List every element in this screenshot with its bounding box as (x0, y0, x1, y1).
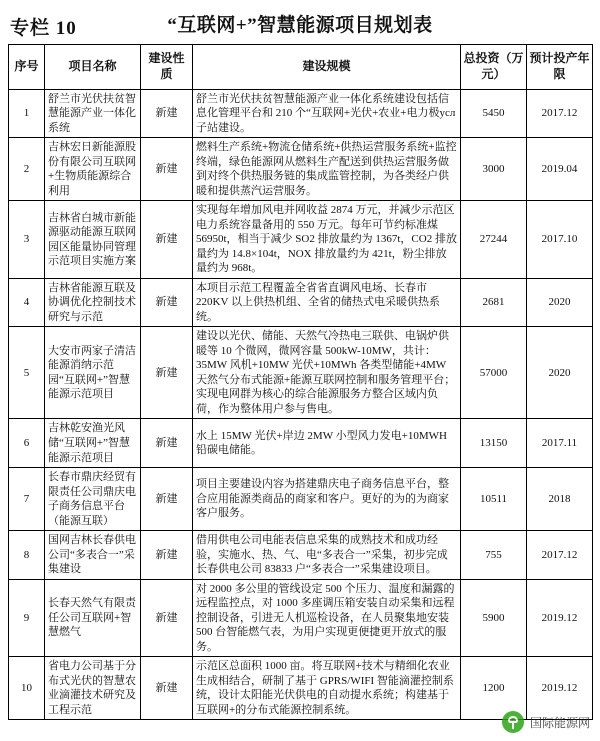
cell-scale: 本项目示范工程覆盖全省省直调风电场、长春市 220KV 以上供热机组、全省的储热式电采暖供热系统。 (193, 278, 461, 327)
cell-index: 8 (9, 531, 45, 580)
cell-index: 3 (9, 201, 45, 279)
cell-index: 1 (9, 89, 45, 138)
cell-index: 10 (9, 657, 45, 720)
column-header-investment: 总投资（万元） (461, 45, 527, 90)
cell-scale: 水上 15MW 光伏+岸边 2MW 小型风力发电+10MWH 铅碳电储能。 (193, 419, 461, 468)
cell-type: 新建 (141, 419, 193, 468)
cell-type: 新建 (141, 138, 193, 201)
table-row (9, 278, 593, 327)
table-header-row (9, 45, 593, 90)
cell-investment: 3000 (461, 138, 527, 201)
cell-investment: 27244 (461, 201, 527, 279)
table-row (9, 89, 593, 138)
cell-project-name: 吉林宏日新能源股份有限公司互联网+生物质能源综合利用 (45, 138, 141, 201)
column-header-scale: 建设规模 (193, 45, 461, 90)
column-header-name: 项目名称 (45, 45, 141, 90)
cell-scale: 示范区总面积 1000 亩。将互联网+技术与精细化农业生成相结合，研制了基于 GPRS/WIFI 智能滴灌控制系统，设计太阳能光伏供电的自动提水系统；构建基于互联网+的分布式能源控制系统。 (193, 657, 461, 720)
cell-type: 新建 (141, 531, 193, 580)
cell-year: 2019.12 (527, 657, 593, 720)
cell-index: 6 (9, 419, 45, 468)
column-header-year: 预计投产年限 (527, 45, 593, 90)
table-body (9, 89, 593, 720)
page-title: “互联网+”智慧能源项目规划表 (167, 15, 433, 36)
cell-scale: 实现每年增加风电并网收益 2874 万元，并减少示范区电力系统容量备用的 550 万元。每年可节约标准煤 56950t，相当于减少 SO2 排放量约为 1367t，CO2 排放量约为 14.8×104t，NOX 排放量约为 421t，粉尘排放量约为 968t。 (193, 201, 461, 279)
cell-scale: 借用供电公司电能表信息采集的成熟技术和成功经验，实施水、热、气、电“多表合一”采集，初步完成长春供电公司 83833 户“多表合一”采集建设项目。 (193, 531, 461, 580)
cell-scale: 对 2000 多公里的管线设定 500 个压力、温度和漏露的远程监控点，对 1000 多座调压箱安装自动采集和远程控制设备，引进无人机巡检设备，在人员聚集地安装 500 台智能燃气表，为用户实现更便捷更开放式的服务。 (193, 579, 461, 657)
cell-project-name: 长春天然气有限责任公司互联网+智慧燃气 (45, 579, 141, 657)
cell-type: 新建 (141, 657, 193, 720)
column-header-index: 序号 (9, 45, 45, 90)
cell-investment: 1200 (461, 657, 527, 720)
cell-index: 7 (9, 468, 45, 531)
cell-investment: 5450 (461, 89, 527, 138)
project-plan-table (8, 44, 593, 720)
cell-year: 2017.11 (527, 419, 593, 468)
cell-investment: 10511 (461, 468, 527, 531)
cell-investment: 755 (461, 531, 527, 580)
cell-project-name: 吉林乾安渔光风储“互联网+”智慧能源示范项目 (45, 419, 141, 468)
cell-scale: 项目主要建设内容为搭建鼎庆电子商务信息平台，整合应用能源类商品的商家和客户。更好的为的为商家客户服务。 (193, 468, 461, 531)
cell-project-name: 大安市两家子清洁能源消纳示范园“互联网+”智慧能源示范项目 (45, 327, 141, 419)
cell-scale: 建设以光伏、储能、天然气冷热电三联供、电锅炉供暖等 10 个微网，微网容量 500kW-10MW，共计：35MW 风机+10MW 光伏+10MWh 各类型储能+4MW 天然气分布式能源+能源互联网控制和服务管理平台；实现电网群为核心的综合能源服务方整合区域内负荷，作为整体用户参与售电。 (193, 327, 461, 419)
table-row (9, 138, 593, 201)
cell-year: 2020 (527, 278, 593, 327)
table-row (9, 531, 593, 580)
cell-scale: 燃料生产系统+物流仓储系统+供热运营服务系统+监控终端，绿色能源网从燃料生产配送到供热运营服务做到对终个供热服务链的集成监管控制，为各类经户供暖和提供蒸汽运营服务。 (193, 138, 461, 201)
watermark (502, 711, 590, 733)
cell-project-name: 省电力公司基于分布式光伏的智慧农业滴灌技术研究及工程示范 (45, 657, 141, 720)
cell-year: 2019.12 (527, 579, 593, 657)
cell-year: 2020 (527, 327, 593, 419)
table-row (9, 201, 593, 279)
document-header (8, 6, 592, 40)
cell-type: 新建 (141, 89, 193, 138)
cell-index: 2 (9, 138, 45, 201)
cell-investment: 2681 (461, 278, 527, 327)
watermark-label: 国际能源网 (529, 715, 590, 730)
cell-project-name: 吉林省白城市新能源驱动能源互联网园区能量协同管理示范项目实施方案 (45, 201, 141, 279)
cell-project-name: 国网吉林长春供电公司“多表合一”采集建设 (45, 531, 141, 580)
cell-index: 9 (9, 579, 45, 657)
cell-year: 2018 (527, 468, 593, 531)
cell-scale: 舒兰市光伏扶贫智慧能源产业一体化系统建设包括信息化管理平台和 210 个“互联网+光伏+农业+电力极усл子站建设。 (193, 89, 461, 138)
table-row (9, 468, 593, 531)
column-header-type: 建设性质 (141, 45, 193, 90)
cell-year: 2017.10 (527, 201, 593, 279)
cell-index: 5 (9, 327, 45, 419)
cell-project-name: 舒兰市光伏扶贫智慧能源产业一体化系统 (45, 89, 141, 138)
table-row (9, 579, 593, 657)
cell-investment: 5900 (461, 579, 527, 657)
cell-type: 新建 (141, 327, 193, 419)
cell-year: 2017.12 (527, 89, 593, 138)
table-row (9, 327, 593, 419)
table-row (9, 419, 593, 468)
cell-type: 新建 (141, 278, 193, 327)
cell-project-name: 吉林省能源互联及协调优化控制技术研究与示范 (45, 278, 141, 327)
cell-project-name: 长春市鼎庆经贸有限责任公司鼎庆电子商务信息平台（能源互联） (45, 468, 141, 531)
cell-year: 2017.12 (527, 531, 593, 580)
cell-index: 4 (9, 278, 45, 327)
column-tag: 专栏 10 (10, 18, 77, 39)
cell-investment: 13150 (461, 419, 527, 468)
cell-type: 新建 (141, 201, 193, 279)
cell-type: 新建 (141, 468, 193, 531)
cell-year: 2019.04 (527, 138, 593, 201)
cell-type: 新建 (141, 579, 193, 657)
energy-logo-icon (502, 711, 524, 733)
cell-investment: 57000 (461, 327, 527, 419)
